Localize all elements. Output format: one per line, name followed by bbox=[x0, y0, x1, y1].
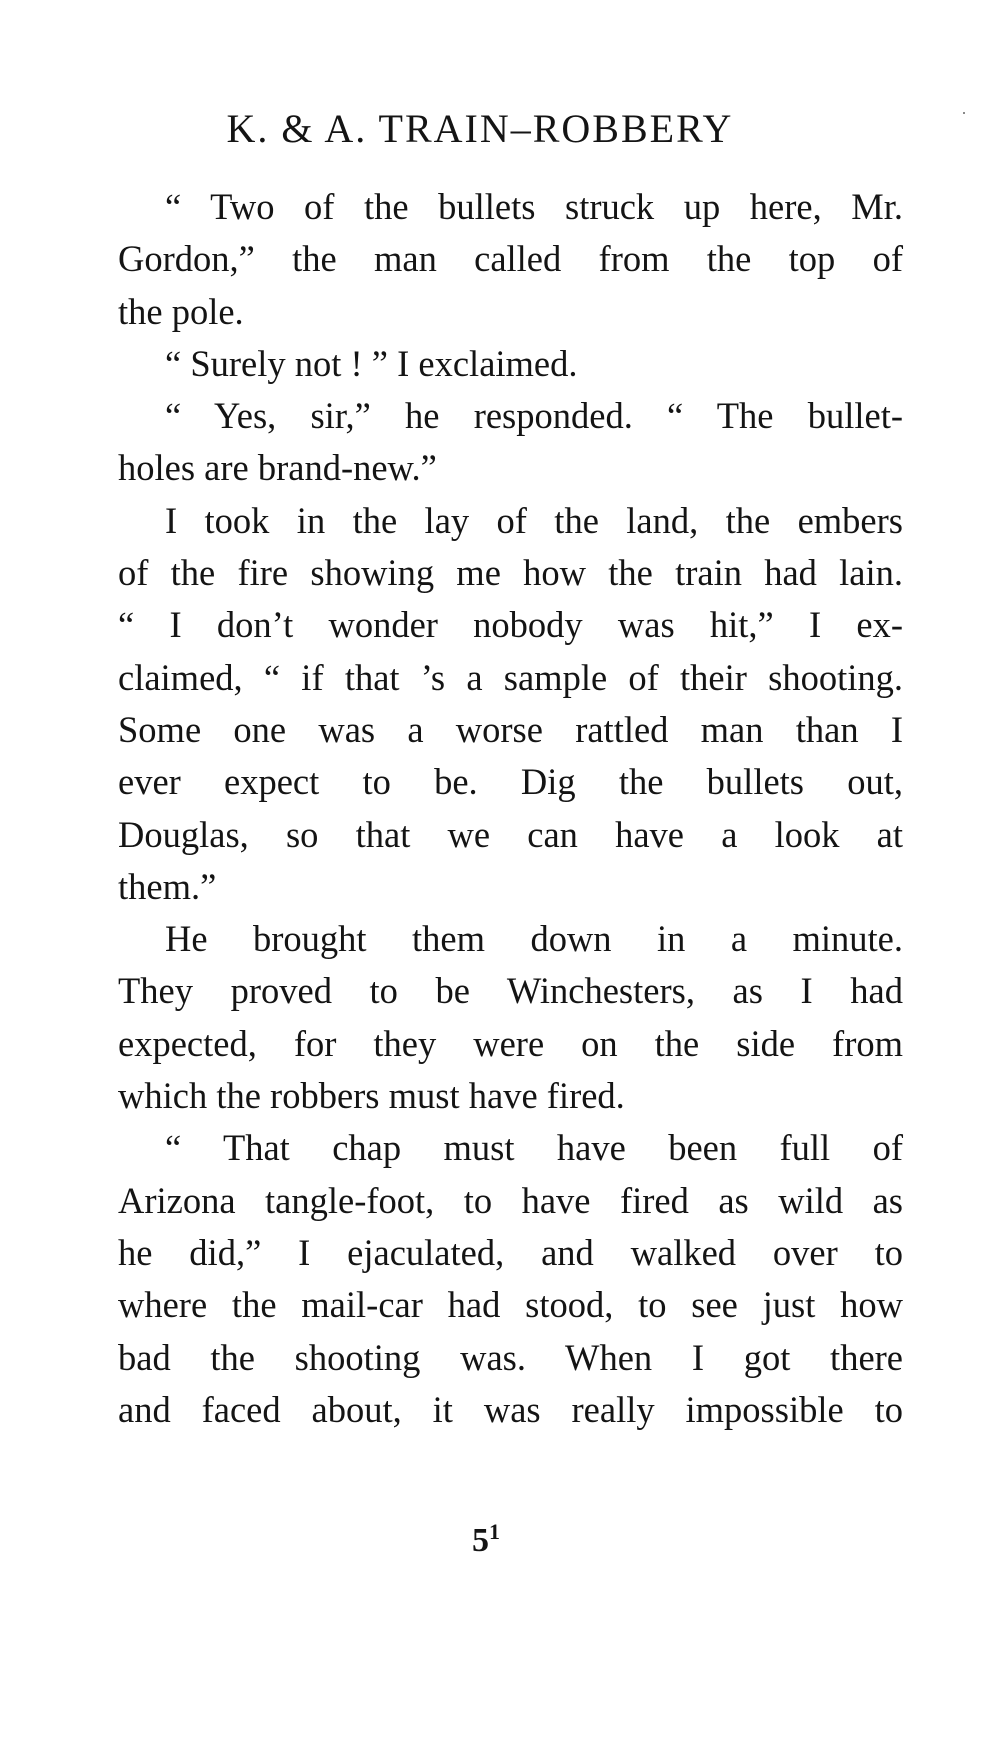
text-line: “ Yes, sir,” he responded. “ The bullet- bbox=[165, 395, 903, 437]
page-number-base: 5 bbox=[472, 1522, 489, 1559]
text-line: them.” bbox=[118, 865, 217, 907]
text-line: expected, for they were on the side from bbox=[118, 1022, 903, 1064]
text-line: They proved to be Winchesters, as I had bbox=[118, 970, 903, 1012]
scan-speck bbox=[963, 112, 965, 114]
text-line: Gordon,” the man called from the top of bbox=[118, 238, 903, 280]
text-line: ever expect to be. Dig the bullets out, bbox=[118, 761, 903, 803]
text-line: Some one was a worse rattled man than I bbox=[118, 708, 903, 750]
text-line: holes are brand-new.” bbox=[118, 447, 437, 489]
text-line: Arizona tangle-foot, to have fired as wild as bbox=[118, 1179, 903, 1221]
text-line: “ Two of the bullets struck up here, Mr. bbox=[165, 186, 903, 227]
page-number-superscript: 1 bbox=[489, 1519, 500, 1544]
text-line: he did,” I ejaculated, and walked over to bbox=[118, 1231, 903, 1273]
text-line: which the robbers must have fired. bbox=[118, 1075, 625, 1117]
text-line: I took in the lay of the land, the embers bbox=[165, 499, 903, 541]
text-line: “ I don’t wonder nobody was hit,” I ex- bbox=[118, 604, 903, 646]
text-line: bad the shooting was. When I got there bbox=[118, 1336, 903, 1378]
text-line: the pole. bbox=[118, 290, 244, 332]
page-number bbox=[0, 1509, 1000, 1564]
text-line: “ Surely not ! ” I exclaimed. bbox=[165, 342, 578, 384]
body-text bbox=[118, 181, 903, 1436]
text-line: where the mail-car had stood, to see just how bbox=[118, 1284, 903, 1326]
text-line: “ That chap must have been full of bbox=[165, 1127, 903, 1169]
text-line: and faced about, it was really impossible to bbox=[118, 1388, 903, 1430]
text-line: of the fire showing me how the train had lain. bbox=[118, 552, 903, 594]
text-line: claimed, “ if that ’s a sample of their shooting. bbox=[118, 656, 903, 698]
text-line: He brought them down in a minute. bbox=[165, 918, 903, 960]
text-line: Douglas, so that we can have a look at bbox=[118, 813, 903, 855]
running-head: K. & A. TRAIN–ROBBERY bbox=[226, 106, 734, 151]
